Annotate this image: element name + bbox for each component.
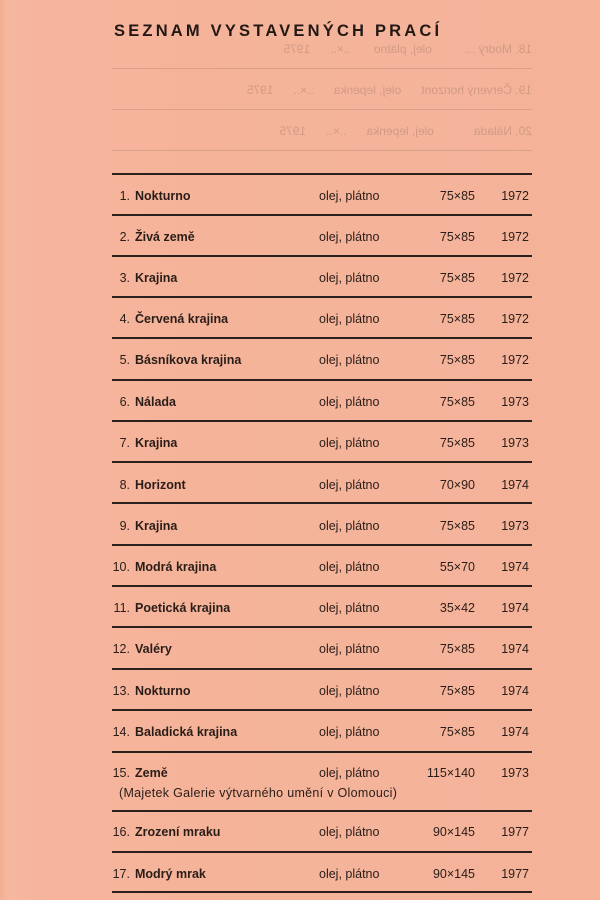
ownership-note: (Majetek Galerie výtvarného umění v Olomouci) (119, 786, 398, 800)
divider (112, 296, 532, 298)
work-number: 1. (119, 189, 130, 203)
work-number: 6. (119, 395, 130, 409)
work-title: Krajina (135, 436, 178, 450)
bleed-through-text: 19. Červený horizont olej, lepenka ..×.. 1975 (246, 83, 532, 97)
work-title: Krajina (135, 271, 178, 285)
work-dimensions: 75×85 (439, 684, 475, 698)
bleed-through-text: 20. Nálada olej, lepenka ..×.. 1975 (279, 124, 532, 138)
work-medium: olej, plátno (319, 230, 380, 244)
divider (112, 626, 532, 628)
work-year: 1974 (501, 478, 529, 492)
work-medium: olej, plátno (319, 725, 380, 739)
work-number: 7. (119, 436, 130, 450)
work-dimensions: 75×85 (439, 312, 475, 326)
work-row (0, 725, 600, 743)
work-row (0, 766, 600, 800)
work-medium: olej, plátno (319, 353, 380, 367)
work-year: 1973 (501, 395, 529, 409)
work-year: 1973 (501, 436, 529, 450)
work-year: 1974 (501, 725, 529, 739)
divider (112, 668, 532, 670)
divider (112, 585, 532, 587)
work-number: 13. (112, 684, 130, 698)
work-year: 1973 (501, 519, 529, 533)
work-row (0, 271, 600, 289)
bleed-through-rule (112, 150, 532, 151)
work-row (0, 312, 600, 330)
work-year: 1972 (501, 230, 529, 244)
work-number: 9. (119, 519, 130, 533)
work-row (0, 189, 600, 207)
work-number: 4. (119, 312, 130, 326)
work-row (0, 478, 600, 496)
work-medium: olej, plátno (319, 560, 380, 574)
work-medium: olej, plátno (319, 684, 380, 698)
divider (112, 337, 532, 339)
work-number: 17. (112, 867, 130, 881)
work-dimensions: 115×140 (426, 766, 475, 780)
work-dimensions: 75×85 (439, 725, 475, 739)
work-medium: olej, plátno (319, 312, 380, 326)
work-title: Nokturno (135, 189, 191, 203)
work-title: Poetická krajina (135, 601, 231, 615)
divider (112, 502, 532, 504)
work-row (0, 436, 600, 454)
work-dimensions: 90×145 (432, 825, 475, 839)
work-medium: olej, plátno (319, 867, 380, 881)
work-row (0, 560, 600, 578)
work-number: 10. (112, 560, 130, 574)
work-dimensions: 75×85 (439, 353, 475, 367)
work-title: Nokturno (135, 684, 191, 698)
work-row (0, 642, 600, 660)
work-title: Země (135, 766, 168, 780)
work-row (0, 353, 600, 371)
work-title: Živá země (135, 230, 195, 244)
work-title: Modrá krajina (135, 560, 217, 574)
work-dimensions: 75×85 (439, 271, 475, 285)
page-title: SEZNAM VYSTAVENÝCH PRACÍ (114, 22, 443, 40)
work-title: Valéry (135, 642, 172, 656)
work-dimensions: 75×85 (439, 395, 475, 409)
divider (112, 544, 532, 546)
work-row (0, 867, 600, 885)
work-year: 1974 (501, 601, 529, 615)
work-medium: olej, plátno (319, 189, 380, 203)
work-year: 1974 (501, 684, 529, 698)
work-year: 1972 (501, 312, 529, 326)
work-medium: olej, plátno (319, 766, 380, 780)
divider (112, 173, 532, 175)
divider (112, 461, 532, 463)
work-year: 1977 (501, 825, 529, 839)
work-dimensions: 75×85 (439, 189, 475, 203)
work-year: 1972 (501, 189, 529, 203)
work-row (0, 825, 600, 843)
work-dimensions: 75×85 (439, 230, 475, 244)
work-medium: olej, plátno (319, 478, 380, 492)
work-medium: olej, plátno (319, 601, 380, 615)
work-medium: olej, plátno (319, 436, 380, 450)
work-row (0, 601, 600, 619)
work-dimensions: 70×90 (439, 478, 475, 492)
work-medium: olej, plátno (319, 825, 380, 839)
work-dimensions: 55×70 (439, 560, 475, 574)
work-title: Modrý mrak (135, 867, 206, 881)
divider (112, 709, 532, 711)
work-dimensions: 90×145 (432, 867, 475, 881)
work-medium: olej, plátno (319, 519, 380, 533)
work-number: 2. (119, 230, 130, 244)
work-dimensions: 75×85 (439, 519, 475, 533)
work-title: Horizont (135, 478, 186, 492)
work-year: 1972 (501, 271, 529, 285)
work-title: Baladická krajina (135, 725, 238, 739)
work-row (0, 395, 600, 413)
bleed-through-text: 18. Modrý ... olej, plátno ..×.. 1975 (283, 42, 532, 56)
work-row (0, 519, 600, 537)
work-number: 8. (119, 478, 130, 492)
work-number: 11. (113, 601, 130, 615)
work-number: 15. (112, 766, 130, 780)
work-year: 1977 (501, 867, 529, 881)
work-dimensions: 75×85 (439, 642, 475, 656)
work-title: Básníkova krajina (135, 353, 242, 367)
divider (112, 420, 532, 422)
work-number: 16. (112, 825, 130, 839)
work-dimensions: 35×42 (439, 601, 475, 615)
work-medium: olej, plátno (319, 271, 380, 285)
work-year: 1974 (501, 560, 529, 574)
divider (112, 810, 532, 812)
work-title: Nálada (135, 395, 176, 409)
work-number: 3. (119, 271, 130, 285)
divider (112, 214, 532, 216)
divider (112, 379, 532, 381)
work-title: Červená krajina (135, 312, 229, 326)
bleed-through-rule (112, 109, 532, 110)
work-year: 1974 (501, 642, 529, 656)
bleed-through-rule (112, 68, 532, 69)
divider (112, 751, 532, 753)
work-dimensions: 75×85 (439, 436, 475, 450)
work-title: Krajina (135, 519, 178, 533)
work-row (0, 684, 600, 702)
work-number: 14. (112, 725, 130, 739)
work-year: 1973 (501, 766, 529, 780)
divider (112, 851, 532, 853)
divider (112, 891, 532, 893)
divider (112, 255, 532, 257)
work-row (0, 230, 600, 248)
work-number: 5. (119, 353, 130, 367)
work-medium: olej, plátno (319, 642, 380, 656)
work-number: 12. (112, 642, 130, 656)
work-medium: olej, plátno (319, 395, 380, 409)
work-title: Zrození mraku (135, 825, 221, 839)
work-year: 1972 (501, 353, 529, 367)
